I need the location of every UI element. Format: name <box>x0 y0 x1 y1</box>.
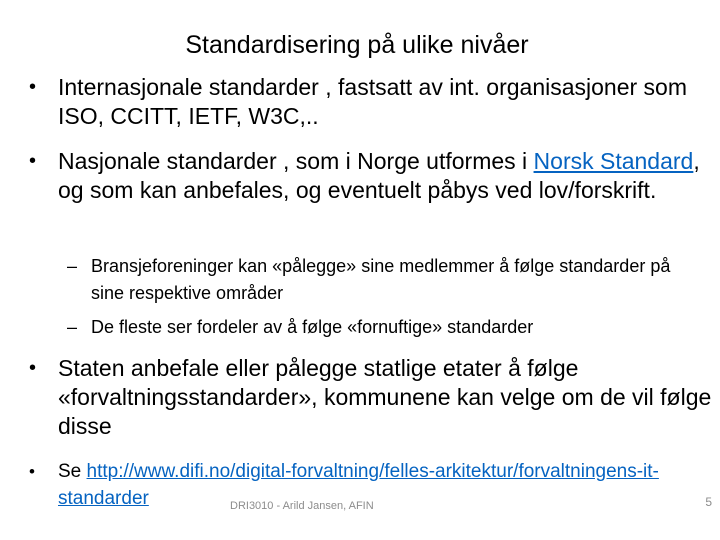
sub-bullet-industry-associations <box>67 253 691 307</box>
bullet-text: Staten anbefale eller pålegge statlige etater å følge «forvaltningsstandarder», kommunene kan velge om de vil følge disse <box>58 355 712 439</box>
page-number: 5 <box>705 495 712 509</box>
dash-marker: – <box>67 317 78 337</box>
bullet-international-standards <box>29 73 714 131</box>
bullet-prefix: Se <box>58 461 87 482</box>
bullet-text: Internasjonale standarder , fastsatt av int. organisasjoner som ISO, CCITT, IETF, W3C,.. <box>58 74 688 129</box>
sub-bullet-text: Bransjeforeninger kan «pålegge» sine medlemmer å følge standarder på sine respektive områder <box>91 256 671 303</box>
sub-bullet-advantages <box>67 314 691 341</box>
bullet-dot: • <box>29 462 35 481</box>
bullet-see-link <box>29 458 698 512</box>
norsk-standard-link[interactable]: Norsk Standard <box>533 148 694 174</box>
bullet-dot: • <box>29 150 37 172</box>
sub-bullet-text: De fleste ser fordeler av å følge «fornuftige» standarder <box>91 317 534 337</box>
dash-marker: – <box>67 256 78 276</box>
bullet-dot: • <box>29 76 37 98</box>
bullet-text-after: , og som kan anbefales, og eventuelt påbys ved lov/forskrift. <box>58 148 700 203</box>
bullet-government-standards <box>29 354 714 441</box>
bullet-national-standards <box>29 147 714 205</box>
slide-title: Standardisering på ulike nivåer <box>185 31 529 59</box>
slide-footer: DRI3010 - Arild Jansen, AFIN <box>230 500 374 512</box>
bullet-dot: • <box>29 357 37 379</box>
difi-standards-link[interactable]: http://www.difi.no/digital-forvaltning/felles-arkitektur/forvaltningens-it-standarder <box>58 461 659 509</box>
bullet-text-before: Nasjonale standarder , som i Norge utformes i <box>58 148 534 174</box>
